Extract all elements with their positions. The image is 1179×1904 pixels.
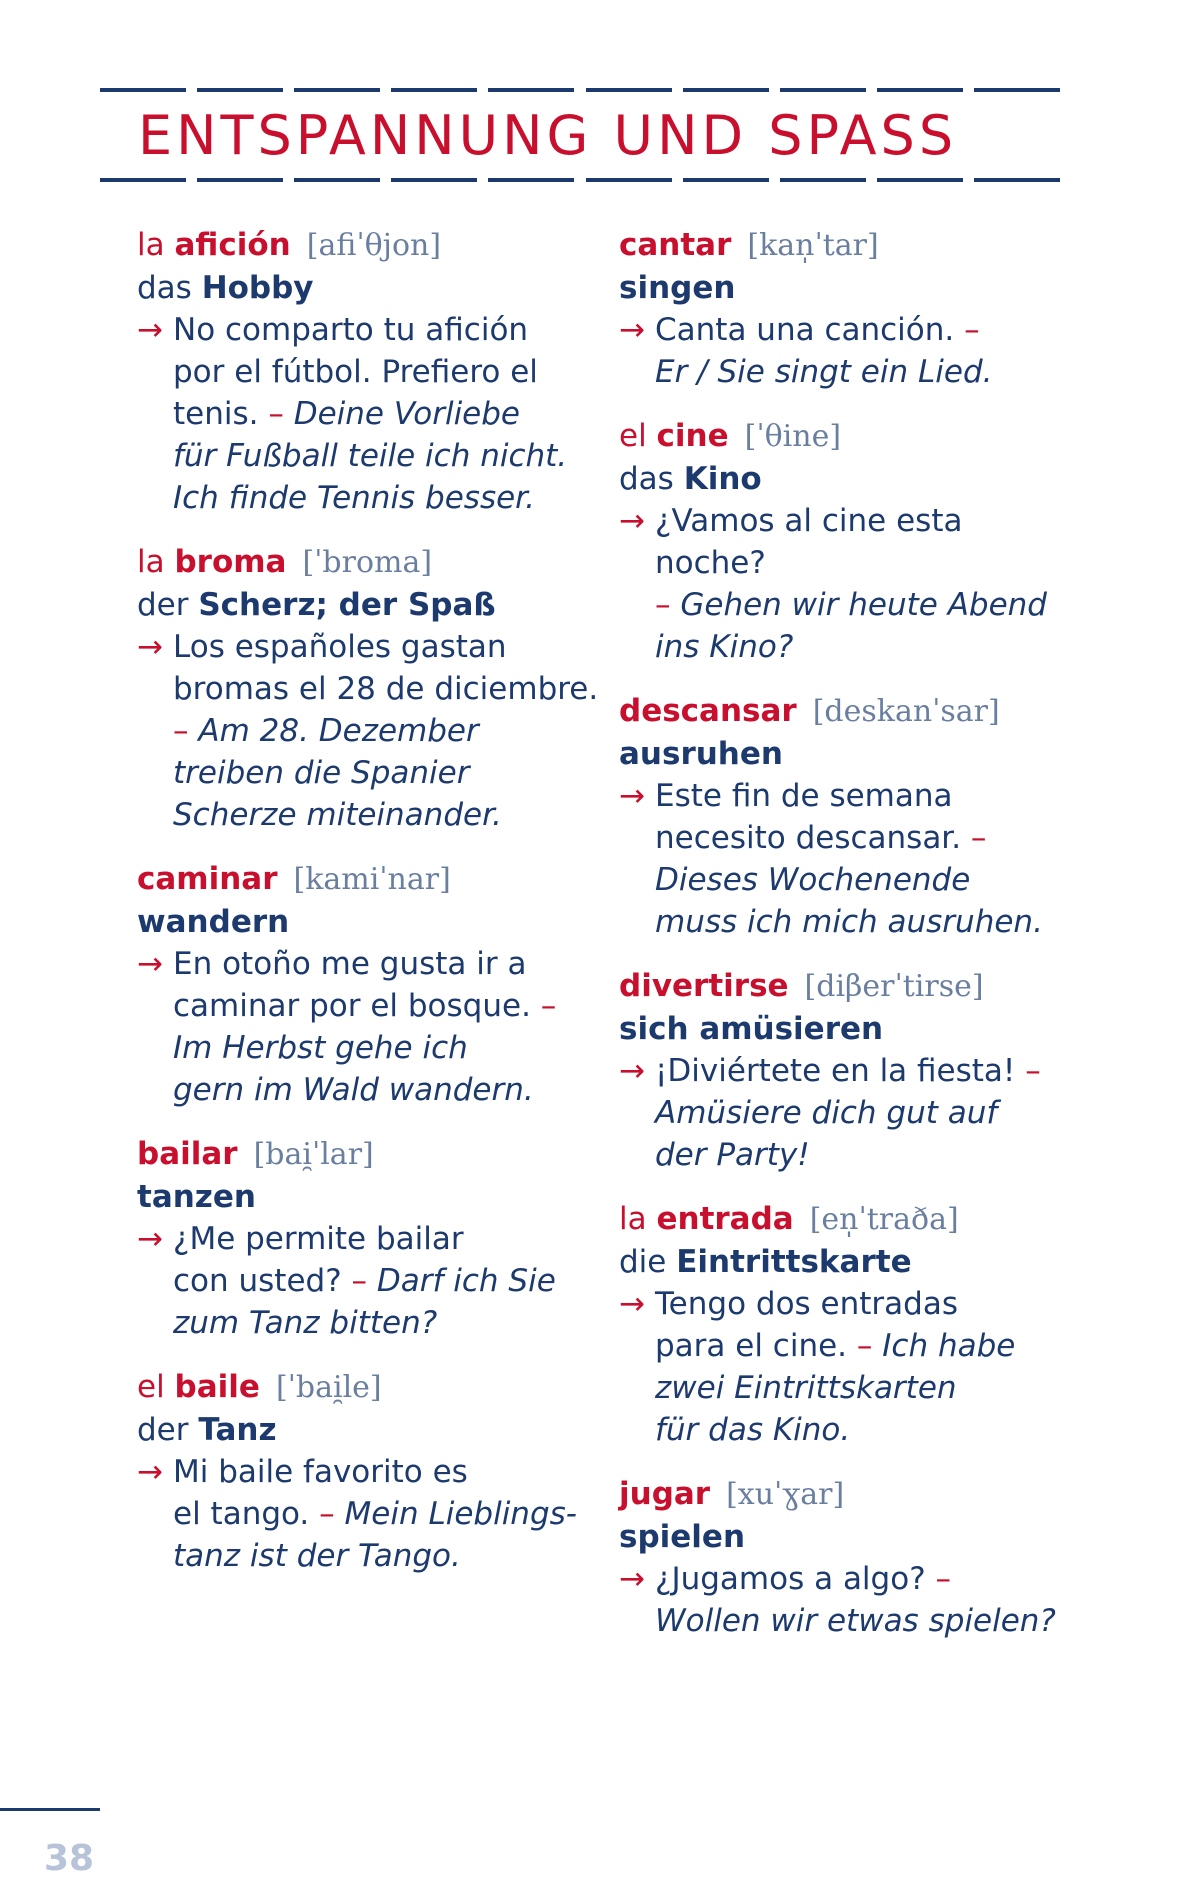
example-block <box>137 309 607 519</box>
german-example-line: für das Kino. <box>655 1412 851 1448</box>
example-block <box>619 775 1079 943</box>
german-example-line: Amüsiere dich gut auf <box>655 1095 998 1131</box>
spanish-headword: cine <box>656 418 729 454</box>
spanish-example-line: Este fin de semana <box>655 778 953 814</box>
vocab-entry <box>137 541 607 836</box>
arrow-icon: → <box>137 1454 163 1490</box>
german-article: das <box>137 270 192 306</box>
german-translation <box>619 267 1079 309</box>
spanish-headword: broma <box>174 544 287 580</box>
entry-headword-line <box>619 415 1079 458</box>
german-word: Scherz; der Spaß <box>198 587 496 623</box>
example-dash: – <box>954 312 980 348</box>
vocab-entry <box>619 415 1079 668</box>
spanish-example-text: ¿Jugamos a algo? <box>655 1561 926 1597</box>
german-example-line: der Party! <box>655 1137 810 1173</box>
example-dash: – <box>1015 1053 1041 1089</box>
entry-headword-line <box>137 1133 607 1176</box>
german-translation <box>137 901 607 943</box>
german-translation <box>619 1241 1079 1283</box>
german-word: Kino <box>683 461 762 497</box>
spanish-headword: entrada <box>656 1201 794 1237</box>
pronunciation: [ˈθine] <box>744 419 842 454</box>
example-block <box>619 1050 1079 1176</box>
german-example-line: gern im Wald wandern. <box>173 1072 534 1108</box>
spanish-example-text: para el cine. <box>655 1328 848 1364</box>
spanish-article: la <box>619 1201 647 1237</box>
entry-headword-line <box>619 690 1079 733</box>
mixed-example-line <box>173 393 607 435</box>
pronunciation: [diβerˈtirse] <box>804 969 984 1004</box>
example-dash: – <box>530 988 557 1024</box>
german-article: das <box>619 461 674 497</box>
german-translation <box>137 1409 607 1451</box>
spanish-headword: caminar <box>137 861 278 897</box>
page-title: ENTSPANNUNG UND SPASS <box>138 104 958 167</box>
vocab-entry <box>619 1198 1079 1451</box>
entry-headword-line <box>619 1473 1079 1516</box>
spanish-example-text: ¡Diviértete en la fiesta! <box>655 1053 1016 1089</box>
german-example-line: Scherze miteinander. <box>173 797 502 833</box>
pronunciation: [en̩ˈtraða] <box>809 1202 959 1237</box>
spanish-headword: jugar <box>619 1476 711 1512</box>
german-example-line: Im Herbst gehe ich <box>173 1030 468 1066</box>
spanish-example-text: necesito descansar. <box>655 820 962 856</box>
german-word: tanzen <box>137 1179 256 1215</box>
german-translation <box>137 1176 607 1218</box>
pronunciation: [bai̯ˈlar] <box>253 1137 374 1172</box>
arrow-icon: → <box>137 1221 163 1257</box>
page-number: 38 <box>44 1838 95 1879</box>
german-example-line: für Fußball teile ich nicht. <box>173 438 568 474</box>
vocab-entry <box>619 690 1079 943</box>
german-example-line: Er / Sie singt ein Lied. <box>655 354 993 390</box>
arrow-icon: → <box>137 629 163 665</box>
spanish-example-text: con usted? <box>173 1263 342 1299</box>
german-article: der <box>137 1412 189 1448</box>
pronunciation: [kan̩ˈtar] <box>747 228 879 263</box>
german-word: Tanz <box>198 1412 277 1448</box>
vocab-entry <box>137 1366 607 1577</box>
arrow-icon: → <box>619 312 645 348</box>
spanish-example-text: el tango. <box>173 1496 310 1532</box>
spanish-example-line: ¿Vamos al cine esta noche? <box>655 503 963 581</box>
german-example-text: Am 28. Dezember <box>198 713 479 749</box>
spanish-headword: bailar <box>137 1136 238 1172</box>
mixed-example-line <box>655 817 1079 859</box>
example-block <box>619 1283 1079 1451</box>
pronunciation: [afiˈθjon] <box>306 228 442 263</box>
spanish-example-line: Mi baile favorito es <box>173 1454 468 1490</box>
spanish-example-line: No comparto tu afición <box>173 312 529 348</box>
spanish-headword: descansar <box>619 693 797 729</box>
entry-headword-line <box>619 224 1079 267</box>
german-example-text: Mein Lieblings- <box>344 1496 577 1532</box>
pronunciation: [deskanˈsar] <box>812 694 1000 729</box>
entry-headword-line <box>137 1366 607 1409</box>
example-dash: – <box>925 1561 952 1597</box>
german-example-line: Ich finde Tennis besser. <box>173 480 535 516</box>
left-column <box>137 224 607 1599</box>
mixed-example-line <box>655 1325 1079 1367</box>
entry-headword-line <box>619 1198 1079 1241</box>
mixed-example-line <box>655 584 1079 626</box>
spanish-headword: divertirse <box>619 968 789 1004</box>
mixed-example-line <box>173 985 607 1027</box>
mixed-example-line <box>173 1493 607 1535</box>
entry-headword-line <box>137 224 607 267</box>
page-number-rule <box>0 1808 100 1811</box>
german-translation <box>619 1516 1079 1558</box>
vocab-entry <box>137 224 607 519</box>
vocab-entry <box>137 1133 607 1344</box>
german-example-text: Darf ich Sie <box>376 1263 556 1299</box>
arrow-icon: → <box>619 778 645 814</box>
example-block <box>619 1558 1079 1642</box>
vocab-entry <box>619 224 1079 393</box>
german-example-line: Wollen wir etwas spielen? <box>655 1603 1056 1639</box>
german-example-line: Dieses Wochenende <box>655 862 971 898</box>
german-example-text: Deine Vorliebe <box>293 396 520 432</box>
example-dash: – <box>961 820 987 856</box>
arrow-icon: → <box>619 1286 645 1322</box>
example-block <box>137 1218 607 1344</box>
arrow-icon: → <box>619 1561 645 1597</box>
german-word: singen <box>619 270 736 306</box>
pronunciation: [xuˈɣar] <box>726 1477 845 1512</box>
mixed-example-line <box>173 710 607 752</box>
german-example-line: zum Tanz bitten? <box>173 1305 438 1341</box>
example-dash: – <box>847 1328 883 1364</box>
german-example-line: muss ich mich ausruhen. <box>655 904 1043 940</box>
german-example-line: ins Kino? <box>655 629 794 665</box>
arrow-icon: → <box>619 1053 645 1089</box>
german-translation <box>619 1008 1079 1050</box>
german-article: der <box>137 587 189 623</box>
german-translation <box>619 458 1079 500</box>
spanish-example-line: por el fútbol. Prefiero el <box>173 354 538 390</box>
german-example-text: Ich habe <box>882 1328 1016 1364</box>
pronunciation: [ˈbai̯le] <box>275 1370 382 1405</box>
german-word: sich amüsieren <box>619 1011 884 1047</box>
german-translation <box>137 267 607 309</box>
vocab-entry <box>137 858 607 1111</box>
pronunciation: [kamiˈnar] <box>293 862 451 897</box>
vocab-entry <box>619 965 1079 1176</box>
example-dash: – <box>341 1263 377 1299</box>
german-word: spielen <box>619 1519 746 1555</box>
mixed-example-line <box>655 1050 1079 1092</box>
german-word: ausruhen <box>619 736 783 772</box>
spanish-article: el <box>619 418 647 454</box>
spanish-headword: cantar <box>619 227 732 263</box>
example-block <box>619 309 1079 393</box>
spanish-article: el <box>137 1369 165 1405</box>
spanish-example-text: Canta una canción. <box>655 312 955 348</box>
entry-headword-line <box>137 858 607 901</box>
mixed-example-line <box>655 309 1079 351</box>
german-example-text: Gehen wir heute Abend <box>680 587 1047 623</box>
german-translation <box>619 733 1079 775</box>
spanish-example-text: tenis. <box>173 396 259 432</box>
arrow-icon: → <box>137 312 163 348</box>
arrow-icon: → <box>619 503 645 539</box>
arrow-icon: → <box>137 946 163 982</box>
example-dash: – <box>655 587 681 623</box>
spanish-example-line: Los españoles gastan <box>173 629 507 665</box>
mixed-example-line <box>655 1558 1079 1600</box>
german-example-line: tanz ist der Tango. <box>173 1538 461 1574</box>
spanish-article: la <box>137 544 165 580</box>
vocab-entry <box>619 1473 1079 1642</box>
mixed-example-line <box>173 1260 607 1302</box>
example-dash: – <box>309 1496 345 1532</box>
pronunciation: [ˈbroma] <box>302 545 433 580</box>
spanish-example-line: ¿Me permite bailar <box>173 1221 464 1257</box>
example-block <box>137 1451 607 1577</box>
spanish-example-line: Tengo dos entradas <box>655 1286 958 1322</box>
example-block <box>619 500 1079 668</box>
example-dash: – <box>258 396 294 432</box>
german-example-line: treiben die Spanier <box>173 755 470 791</box>
example-block <box>137 943 607 1111</box>
header-rule-bottom <box>100 178 1060 182</box>
example-block <box>137 626 607 836</box>
entry-headword-line <box>137 541 607 584</box>
spanish-example-text: caminar por el bosque. <box>173 988 531 1024</box>
header-rule-top <box>100 88 1060 92</box>
spanish-article: la <box>137 227 165 263</box>
spanish-example-line: En otoño me gusta ir a <box>173 946 527 982</box>
spanish-headword: baile <box>174 1369 260 1405</box>
german-word: wandern <box>137 904 290 940</box>
entry-headword-line <box>619 965 1079 1008</box>
german-translation <box>137 584 607 626</box>
german-word: Eintrittskarte <box>676 1244 912 1280</box>
german-word: Hobby <box>201 270 314 306</box>
spanish-example-line: bromas el 28 de diciembre. <box>173 671 599 707</box>
german-article: die <box>619 1244 667 1280</box>
spanish-headword: afición <box>174 227 291 263</box>
german-example-line: zwei Eintrittskarten <box>655 1370 957 1406</box>
right-column <box>619 224 1079 1664</box>
example-dash: – <box>173 713 199 749</box>
